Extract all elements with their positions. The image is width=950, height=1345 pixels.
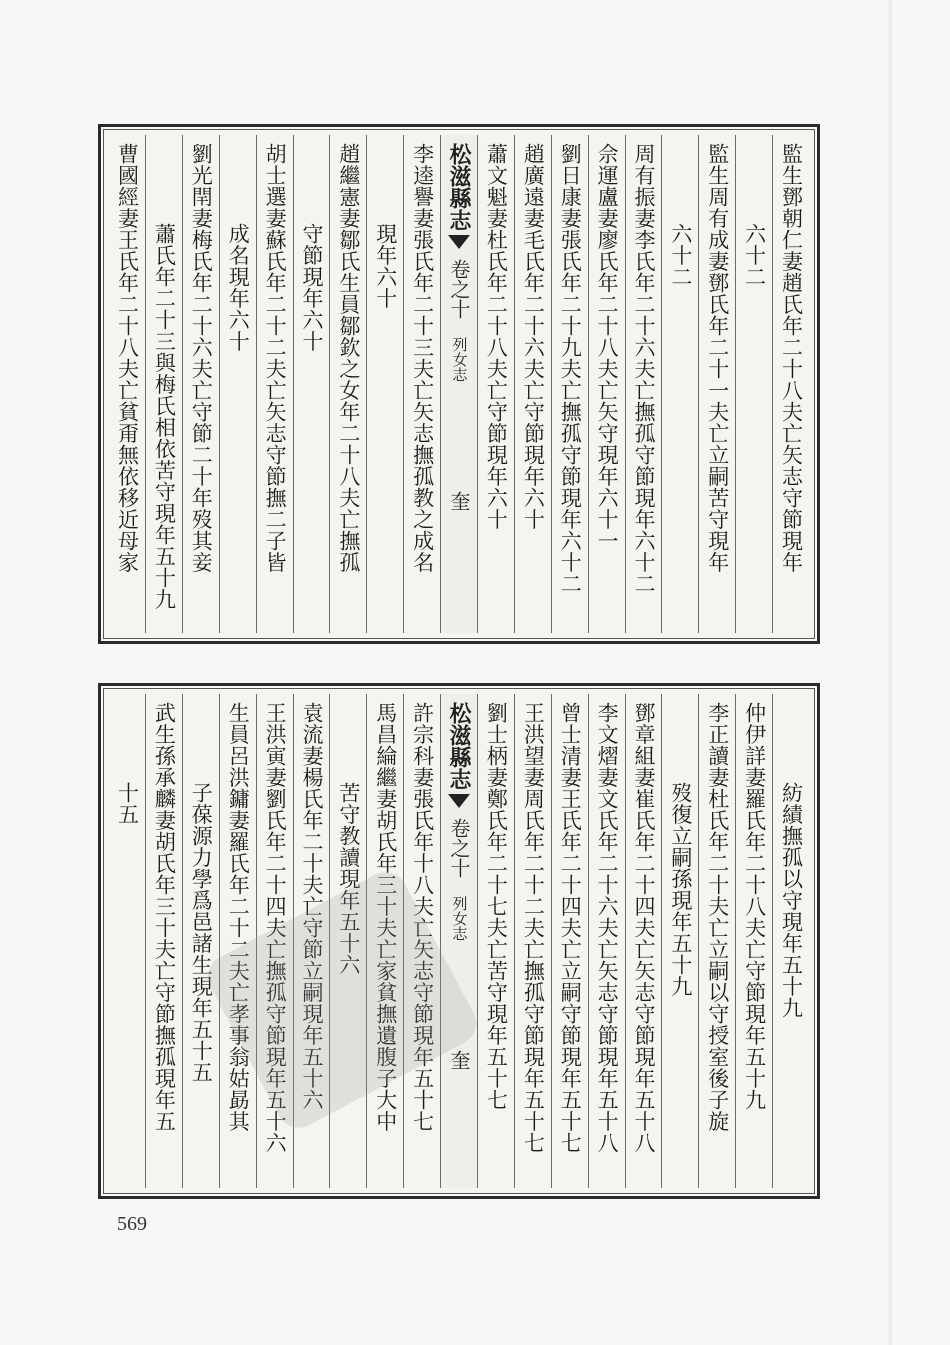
text-column: [625, 694, 662, 1188]
text-column: [698, 135, 735, 633]
column-text: 仲伊詳妻羅氏年二十八夫亡守節現年五十九: [742, 702, 767, 1111]
section-label: 列女志: [450, 337, 469, 382]
column-text: 佘運盧妻廖氏年二十八夫亡矢守現年六十一: [595, 143, 620, 552]
column-text: 蕭氏年二十三與梅氏相依苦守現年五十九: [152, 223, 177, 610]
column-text: 監生鄧朝仁妻趙氏年二十八夫亡矢志守節現年: [779, 143, 804, 573]
column-text: 紡績撫孤以守現年五十九: [779, 782, 804, 1019]
column-text: 許宗科妻張氏年十八夫亡矢志守節現年五十七: [410, 702, 435, 1132]
column-text: 王洪望妻周氏年二十二夫亡撫孤守節現年五十七: [521, 702, 546, 1154]
column-text: 李文熠妻文氏年二十六夫亡矢志守節現年五十八: [595, 702, 620, 1154]
column-text: 監生周有成妻鄧氏年二十一夫亡立嗣苦守現年: [705, 143, 730, 573]
column-text: 王洪寅妻劉氏年二十四夫亡撫孤守節現年五十六: [263, 702, 288, 1154]
text-column: [661, 694, 698, 1188]
text-column: [698, 694, 735, 1188]
text-column: [772, 135, 809, 633]
column-text: 守節現年六十: [299, 223, 324, 352]
column-text: 劉光閈妻梅氏年二十六夫亡守節二十年歿其妾: [189, 143, 214, 573]
text-column: [551, 135, 588, 633]
column-text: 生員呂洪鏞妻羅氏年二十二夫亡孝事翁姑勗其: [226, 702, 251, 1132]
volume-label: 卷之十: [447, 259, 472, 319]
text-column: [661, 135, 698, 633]
volume-label: 卷之十: [447, 818, 472, 878]
text-column: [403, 694, 440, 1188]
text-column: [477, 135, 514, 633]
text-column: [109, 135, 145, 633]
fish-tail-mark-icon: [448, 235, 470, 249]
title-band: [440, 694, 477, 1188]
column-text: 胡士選妻蘇氏年二十二夫亡矢志守節撫二子皆: [263, 143, 288, 573]
text-column: [588, 135, 625, 633]
fish-tail-mark-icon: [448, 794, 470, 808]
text-column: [625, 135, 662, 633]
text-column: [772, 694, 809, 1188]
column-text: 六十二: [668, 223, 693, 288]
column-text: 李正讀妻杜氏年二十夫亡立嗣以守授室後子旋: [705, 702, 730, 1132]
column-text: 現年六十: [373, 223, 398, 309]
column-text: 劉士柄妻鄭氏年二十七夫亡苦守現年五十七: [484, 702, 509, 1111]
column-text: 成名現年六十: [226, 223, 251, 352]
text-column: [109, 694, 145, 1188]
page-block-top: [98, 124, 820, 644]
column-text: 趙繼憲妻鄒氏生員鄒欽之女年二十八夫亡撫孤: [336, 143, 361, 573]
column-text: 子葆源力學爲邑諸生現年五十五: [189, 782, 214, 1083]
column-text: 曹國經妻王氏年二十八夫亡貧甭無依移近母家: [115, 143, 140, 573]
book-title: 松滋縣志: [446, 143, 473, 231]
page-edge-shadow: [886, 0, 892, 1345]
text-column: [514, 694, 551, 1188]
book-title: 松滋縣志: [446, 702, 473, 790]
column-text: 苦守教讀現年五十六: [336, 782, 361, 976]
text-column: [477, 694, 514, 1188]
column-text: 歿復立嗣孫現年五十九: [668, 782, 693, 997]
column-text: 袁流妻楊氏年二十夫亡守節立嗣現年五十六: [299, 702, 324, 1111]
column-text: 李逵譽妻張氏年二十三夫亡矢志撫孤教之成名: [410, 143, 435, 573]
text-column: [551, 694, 588, 1188]
column-text: 周有振妻李氏年二十六夫亡撫孤守節現年六十二: [631, 143, 656, 595]
text-columns-top: [109, 135, 809, 633]
title-band: [440, 135, 477, 633]
text-columns-bottom: [109, 694, 809, 1188]
column-text: 趙廣遠妻毛氏年二十六夫亡守節現年六十: [521, 143, 546, 530]
folio-number: 奎: [447, 491, 472, 511]
text-column: [366, 694, 403, 1188]
text-column: [735, 135, 772, 633]
column-text: 鄧章組妻崔氏年二十四夫亡矢志守節現年五十八: [631, 702, 656, 1154]
column-text: 劉日康妻張氏年二十九夫亡撫孤守節現年六十二: [558, 143, 583, 595]
text-column: [256, 694, 293, 1188]
text-column: [588, 694, 625, 1188]
text-column: [182, 694, 219, 1188]
text-column: [293, 694, 330, 1188]
text-column: [366, 135, 403, 633]
column-text: 蕭文魁妻杜氏年二十八夫亡守節現年六十: [484, 143, 509, 530]
text-column: [735, 694, 772, 1188]
text-column: [145, 135, 182, 633]
text-column: [329, 694, 366, 1188]
text-column: [256, 135, 293, 633]
column-text: 馬昌綸繼妻胡氏年三十夫亡家貧撫遺腹子大中: [373, 702, 398, 1132]
text-column: [182, 135, 219, 633]
page-number: 569: [117, 1213, 147, 1235]
column-text: 六十二: [742, 223, 767, 288]
column-text: 十五: [115, 782, 140, 825]
text-column: [514, 135, 551, 633]
text-column: [219, 694, 256, 1188]
text-column: [293, 135, 330, 633]
folio-number: 奎: [447, 1050, 472, 1070]
text-column: [329, 135, 366, 633]
section-label: 列女志: [450, 896, 469, 941]
text-column: [403, 135, 440, 633]
page-block-bottom: [98, 683, 820, 1199]
text-column: [145, 694, 182, 1188]
column-text: 武生孫承麟妻胡氏年三十夫亡守節撫孤現年五: [152, 702, 177, 1132]
text-column: [219, 135, 256, 633]
column-text: 曾士清妻王氏年二十四夫亡立嗣守節現年五十七: [558, 702, 583, 1154]
